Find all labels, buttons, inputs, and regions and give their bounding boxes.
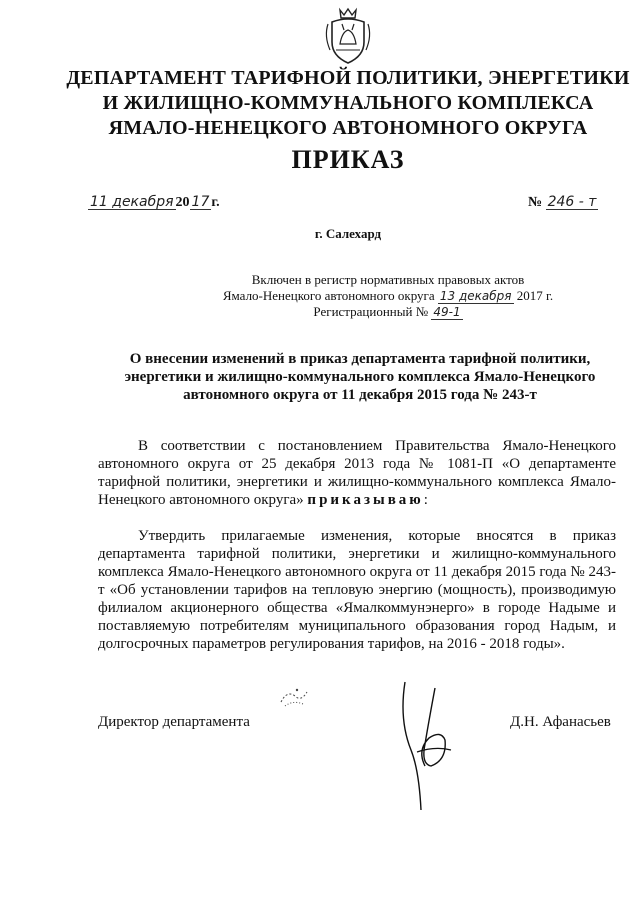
org-line-1: ДЕПАРТАМЕНТ ТАРИФНОЙ ПОЛИТИКИ, ЭНЕРГЕТИКИ	[66, 67, 630, 89]
registration-number-label: Регистрационный №	[313, 304, 429, 319]
basis-text: В соответствии с постановлением Правительства Ямало-Ненецкого автономного округа от 25 декабря 2013 года № 1081-П «О департаменте тарифной политики, энергетики и жилищно-коммунального комплекса Ямало-Ненецкого автономного округа»	[98, 438, 616, 508]
order-number	[528, 195, 598, 211]
signatory-name: Д.Н. Афанасьев	[510, 714, 611, 730]
handwritten-signature-icon	[395, 680, 495, 815]
order-date	[88, 195, 220, 211]
number-label: №	[528, 195, 543, 210]
registration-line-2	[210, 288, 566, 304]
date-year-handwritten: 17	[191, 194, 210, 210]
date-handwritten: 11 декабря	[90, 194, 174, 210]
registration-stamp	[210, 272, 566, 320]
registration-line-1: Включен в регистр нормативных правовых актов	[251, 272, 525, 287]
registration-region: Ямало-Ненецкого автономного округа	[222, 288, 435, 303]
ink-mark-icon	[277, 682, 313, 712]
coat-of-arms-icon	[322, 6, 374, 66]
paragraph-basis	[98, 437, 616, 509]
registration-line-3	[210, 304, 566, 320]
registration-number-handwritten: 49-1	[433, 305, 461, 319]
date-year-suffix: г.	[211, 195, 220, 210]
registration-date-handwritten: 13 декабря	[439, 289, 512, 303]
number-handwritten: 246 - т	[547, 194, 597, 210]
order-keyword: приказываю	[307, 492, 424, 508]
city: г. Салехард	[314, 226, 382, 241]
date-year-prefix: 20	[175, 195, 190, 210]
document-title: ПРИКАЗ	[291, 145, 405, 174]
signatory-position: Директор департамента	[98, 714, 250, 730]
org-line-3: ЯМАЛО-НЕНЕЦКОГО АВТОНОМНОГО ОКРУГА	[108, 117, 588, 139]
paragraph-decision: Утвердить прилагаемые изменения, которые вносятся в приказ департамента тарифной политики, энергетики и жилищно-коммунального комплекса Ямало-Ненецкого автономного округа от 11 декабря 2015 года № 243-т «Об установлении тарифов на тепловую энергию (мощность), производимую филиалом акционерного общества «Ямалкоммунэнерго» в городе Надыме и поставляемую потребителям муниципального образования город Надым, и долгосрочных параметров регулирования тарифов, на 2016 - 2018 годы».	[98, 528, 616, 652]
org-line-2: И ЖИЛИЩНО-КОММУНАЛЬНОГО КОМПЛЕКСА	[102, 92, 594, 114]
organization-name	[60, 66, 636, 141]
order-subject: О внесении изменений в приказ департамента тарифной политики, энергетики и жилищно-коммунального комплекса Ямало-Ненецкого автономного округа от 11 декабря 2015 года № 243-т	[124, 351, 596, 403]
registration-year: 2017 г.	[516, 288, 554, 303]
basis-end: :	[423, 492, 428, 508]
